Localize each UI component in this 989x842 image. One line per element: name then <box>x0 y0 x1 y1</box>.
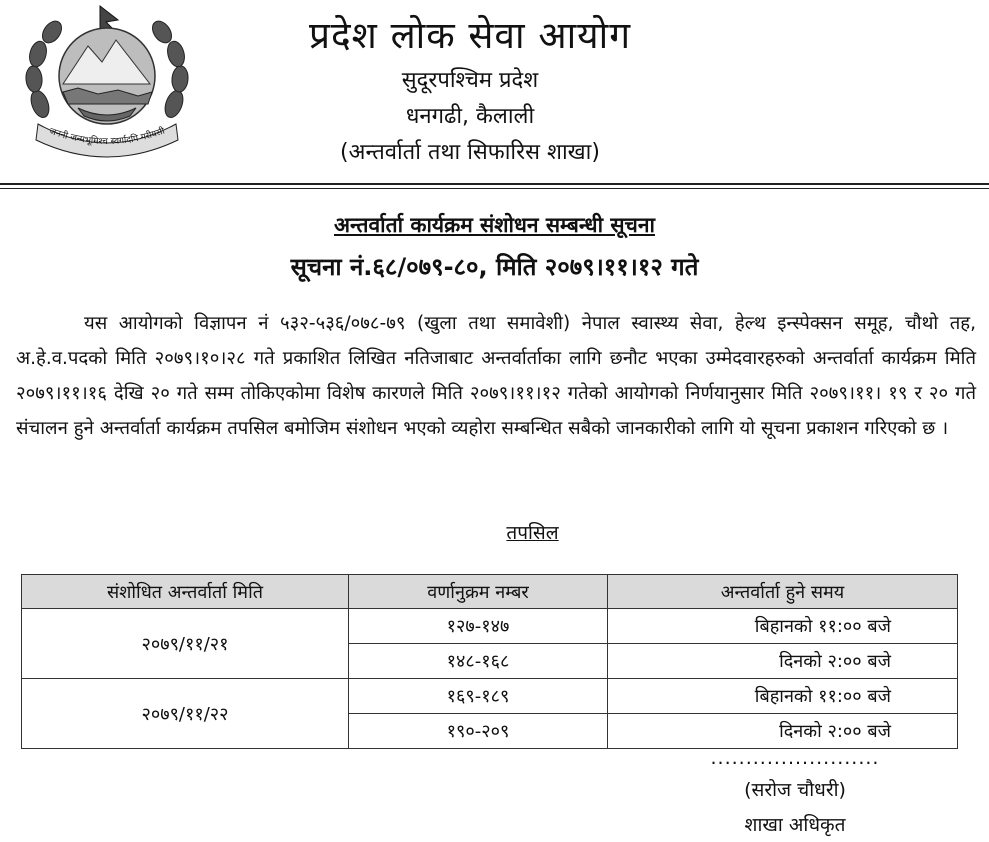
schedule-heading: तपसिल <box>506 522 559 544</box>
signatory-designation: शाखा अधिकृत <box>744 814 846 836</box>
header-divider <box>0 183 989 185</box>
office-title: प्रदेश लोक सेवा आयोग <box>308 14 632 57</box>
government-emblem <box>18 4 196 164</box>
interview-time-cell: दिनको २:०० बजे <box>608 644 958 679</box>
notice-body <box>16 306 976 446</box>
interview-date-cell: २०७९/११/२२ <box>22 679 349 749</box>
roll-range-cell: १६९-१८९ <box>349 679 608 714</box>
branch-name: (अन्तर्वार्ता तथा सिफारिस शाखा) <box>340 140 600 165</box>
office-header <box>210 0 730 171</box>
table-row <box>22 609 958 644</box>
header-divider-thin <box>0 188 989 189</box>
column-header-roll: वर्णानुक्रम नम्बर <box>349 575 608 609</box>
column-header-time: अन्तर्वार्ता हुने समय <box>608 575 958 609</box>
column-header-date: संशोधित अन्तर्वार्ता मिति <box>22 575 349 609</box>
interview-time-cell: दिनको २:०० बजे <box>608 714 958 749</box>
table-header-row <box>22 575 958 609</box>
signatory-name: (सरोज चौधरी) <box>744 779 846 801</box>
interview-date-cell: २०७९/११/२१ <box>22 609 349 679</box>
notice-title: अन्तर्वार्ता कार्यक्रम संशोधन सम्बन्धी सूचना <box>334 213 655 237</box>
roll-range-cell: १४८-१६८ <box>349 644 608 679</box>
notice-body-text: यस आयोगको विज्ञापन नं ५३२-५३६/०७८-७९ (खुला तथा समावेशी) नेपाल स्वास्थ्य सेवा, हेल्थ इन्स्पेक्सन समूह, चौथो तह, अ.हे.व.पदको मिति २०७९।१०।२८ गते प्रकाशित लिखित नतिजाबाट अन्तर्वार्ताका लागि छनौट भएका उम्मेदवारहरुको अन्तर्वार्ता कार्यक्रम मिति २०७९।११।१६ देखि २० गते सम्म तोकिएकोमा विशेष कारणले मिति २०७९।११।१२ गतेको आयोगको निर्णयानुसार मिति २०७९।११। १९ र २० गते संचालन हुने अन्तर्वार्ता कार्यक्रम तपसिल बमोजिम संशोधन भएको व्यहोरा सम्बन्धित सबैको जानकारीको लागि यो सूचना प्रकाशन गरिएको छ । <box>16 313 976 439</box>
table-row <box>22 679 958 714</box>
signature-line: ........................ <box>710 747 880 769</box>
office-location: धनगढी, कैलाली <box>405 104 535 129</box>
interview-time-cell: बिहानको ११:०० बजे <box>608 609 958 644</box>
notice-reference: सूचना नं.६८/०७९-८०, मिति २०७९।११।१२ गते <box>290 253 699 281</box>
roll-range-cell: १९०-२०९ <box>349 714 608 749</box>
province-name: सुदूरपश्चिम प्रदेश <box>401 68 539 93</box>
svg-text:जननी जन्मभूमिश्च स्वर्गादपि गर: जननी जन्मभूमिश्च स्वर्गादपि गरीयसी <box>47 126 167 148</box>
interview-time-cell: बिहानको ११:०० बजे <box>608 679 958 714</box>
roll-range-cell: १२७-१४७ <box>349 609 608 644</box>
interview-schedule-table <box>21 574 958 749</box>
